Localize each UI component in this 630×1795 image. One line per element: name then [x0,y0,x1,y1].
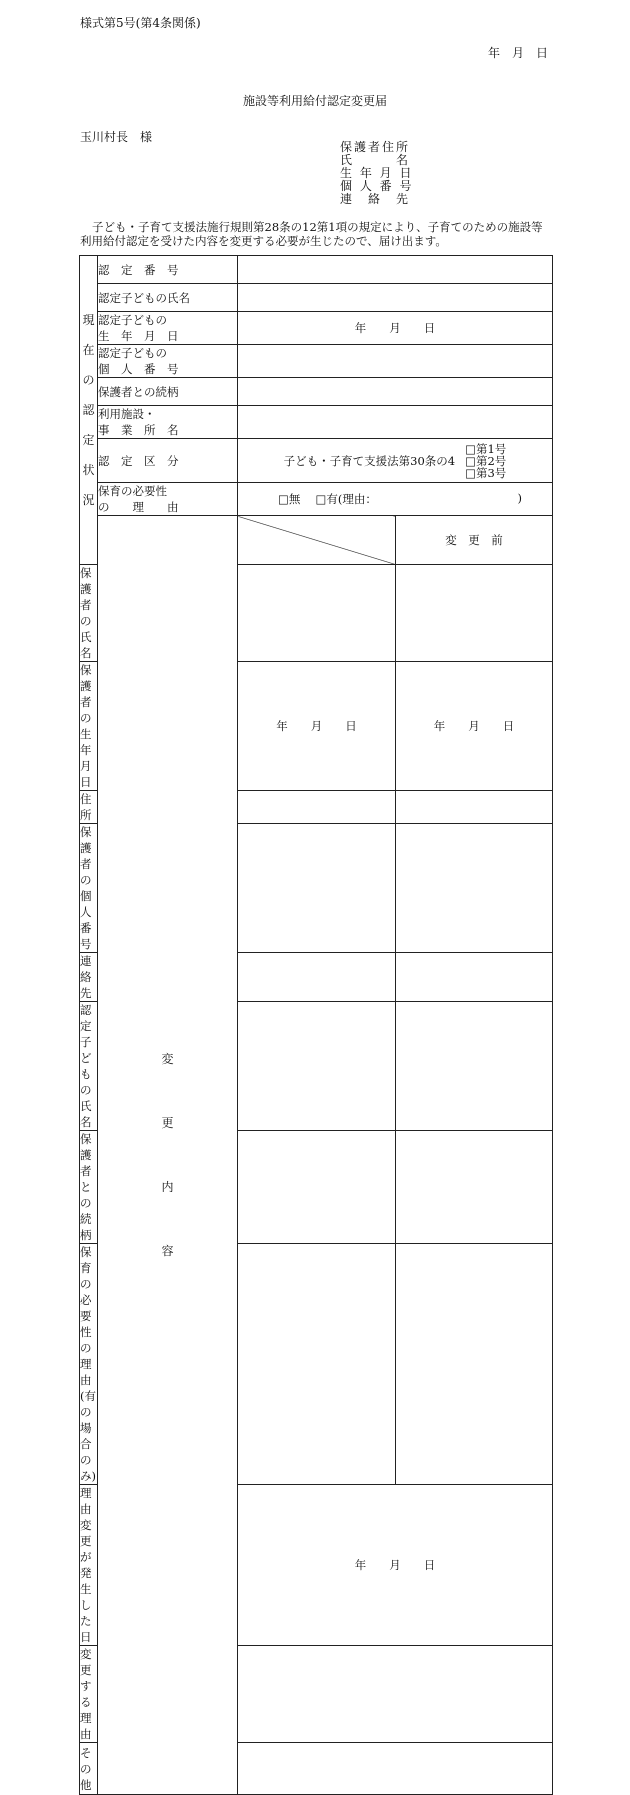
address-label: 住 所 [80,792,138,822]
guardian-id-label: 保護者の個人番号 [80,824,98,953]
side-char: 状 [82,463,95,477]
child-id-field[interactable] [238,345,553,378]
page-title: 施設等利用給付認定変更届 [242,94,387,108]
need-label [98,483,238,516]
relation-field[interactable] [238,378,553,406]
child-name-before-field[interactable] [238,1002,396,1131]
label-line: 認定子どもの [98,313,167,327]
category-field [238,439,553,483]
side-char: の [82,373,95,387]
category-option-3[interactable]: □第3号 [465,465,507,480]
applicant-id-label: 個 人 番 号 [340,179,414,193]
cert-number-field[interactable] [238,256,553,284]
side-char: 容 [161,1244,174,1258]
change-content-side-label [98,516,238,1795]
relation-label: 保護者との続柄 [98,378,238,406]
side-char: 定 [82,433,95,447]
contact-label: 連 絡 先 [80,954,115,1000]
guardian-id-after-field[interactable] [396,824,553,953]
category-label: 認 定 区 分 [98,439,238,483]
child-name-field[interactable] [238,284,553,312]
address-after-field[interactable] [396,791,553,824]
guardian-id-before-field[interactable] [238,824,396,953]
address-before-field[interactable] [238,791,396,824]
child-id-label [98,345,238,378]
guardian-dob-after-field[interactable]: 年 月 日 [396,662,553,791]
relation-before-field[interactable] [238,1131,396,1244]
label-line: (有の場合のみ) [80,1389,96,1483]
form-number: 様式第5号(第4条関係) [80,16,201,30]
guardian-dob-before-field[interactable]: 年 月 日 [238,662,396,791]
guardian-dob-label: 保護者の生年月日 [80,662,98,791]
side-char: 変 [161,1052,174,1066]
need-close-paren: ) [517,491,522,505]
child-name-after-field[interactable] [396,1002,553,1131]
change-reason-field[interactable] [238,1646,553,1743]
contact-after-field[interactable] [396,953,553,1002]
change-date-field[interactable]: 年 月 日 [238,1485,553,1646]
label-line: 保育の必要性の理由 [80,1245,92,1387]
child-name-label: 認定子どもの氏名 [98,284,238,312]
facility-label [98,406,238,439]
applicant-name-label: 氏 名 [340,153,411,167]
submission-date: 年 月 日 [488,46,549,60]
side-char: 更 [161,1116,174,1130]
change-date-label [80,1485,103,1646]
guardian-name-after-field[interactable] [396,565,553,662]
need-reason-before-field[interactable] [238,1244,396,1485]
label-line: 事 業 所 名 [98,423,179,437]
addressee: 玉川村長 様 [80,130,153,144]
label-line: 生 年 月 日 [98,329,179,343]
other-field[interactable] [238,1743,553,1795]
intro-text: 子ども・子育て支援法施行規則第28条の12第1項の規定により、子育てのための施設等利用給付認定を受けた内容を変更する必要が生じたので、届け出ます。 [80,220,543,248]
label-line: 発 生 し た 日 [80,1566,103,1644]
label-line: 利用施設・ [98,407,156,421]
category-text: 子ども・子育て支援法第30条の4 [283,453,456,468]
guardian-name-before-field[interactable] [238,565,396,662]
label-line: の 理 由 [98,500,179,514]
need-field [238,483,553,516]
facility-field[interactable] [238,406,553,439]
category-option-1[interactable]: □第1号 [465,441,507,456]
label-line: 保育の必要性 [98,484,167,498]
label-line: 理由変更が [80,1486,92,1564]
applicant-contact-label: 連 絡 先 [340,192,411,206]
current-status-side-label [80,256,98,565]
applicant-fields [340,141,413,206]
contact-before-field[interactable] [238,953,396,1002]
side-char: 認 [82,403,95,417]
before-header: 変 更 前 [396,516,553,565]
side-char: 況 [82,493,95,507]
side-char: 内 [161,1180,174,1194]
change-child-name-label: 認定子どもの氏名 [80,1002,98,1131]
need-reason-after-field[interactable] [396,1244,553,1485]
change-notification-form [79,255,553,1795]
need-reason-label [80,1244,98,1485]
label-line: 個 人 番 号 [98,362,179,376]
other-label: そ の 他 [80,1743,98,1795]
label-line: 認定子どもの [98,346,167,360]
header-diagonal [238,516,396,565]
child-dob-field[interactable]: 年 月 日 [238,312,553,345]
guardian-name-label: 保護者の氏名 [80,565,98,662]
applicant-dob-label: 生 年 月 日 [340,166,414,180]
applicant-address-label: 保護者住所 [340,140,411,154]
category-option-2[interactable]: □第2号 [465,453,507,468]
child-dob-label [98,312,238,345]
cert-number-label: 認 定 番 号 [98,256,238,284]
need-yes-checkbox[interactable]: □有(理由： [315,492,377,506]
change-relation-label: 保護者との続柄 [80,1131,98,1244]
side-char: 在 [82,343,95,357]
relation-after-field[interactable] [396,1131,553,1244]
side-char: 現 [82,313,95,327]
change-reason-label: 変更する理由 [80,1646,98,1743]
need-none-checkbox[interactable]: □無 [278,492,301,506]
